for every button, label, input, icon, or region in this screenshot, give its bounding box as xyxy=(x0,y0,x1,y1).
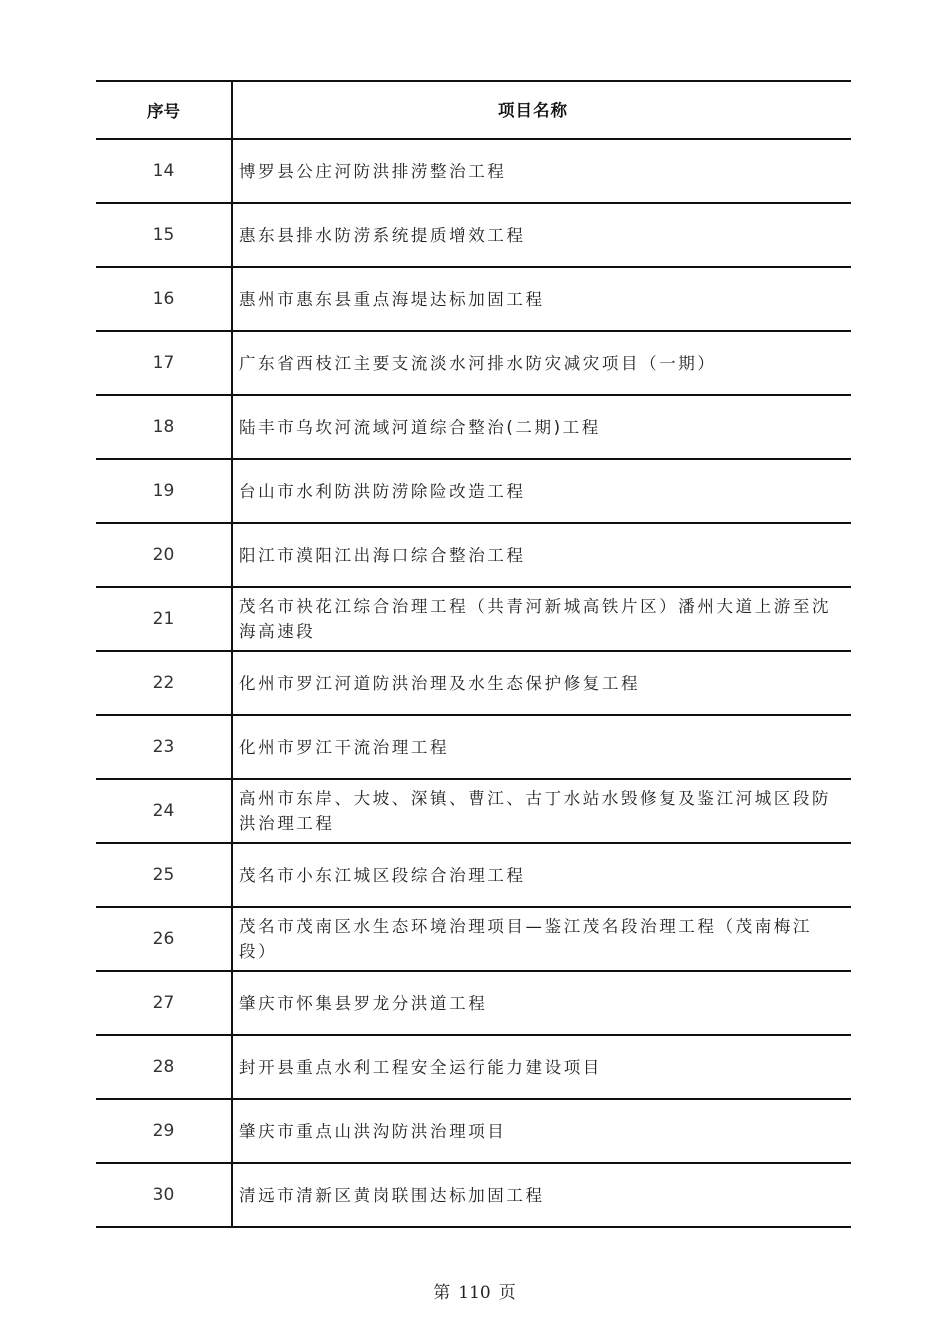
header-project-name: 项目名称 xyxy=(498,100,568,120)
table-body xyxy=(96,140,851,1228)
table-row xyxy=(96,524,851,588)
row-project-name: 肇庆市重点山洪沟防洪治理项目 xyxy=(239,1121,507,1141)
row-project-name: 化州市罗江河道防洪治理及水生态保护修复工程 xyxy=(239,673,641,693)
page-footer xyxy=(0,1278,949,1303)
table-row xyxy=(96,1036,851,1100)
row-project-name: 陆丰市乌坎河流域河道综合整治(二期)工程 xyxy=(239,417,601,437)
row-serial-number: 14 xyxy=(96,140,233,202)
row-serial-number: 17 xyxy=(96,332,233,394)
row-serial-number: 16 xyxy=(96,268,233,330)
row-serial-number: 30 xyxy=(96,1164,233,1226)
page-prefix: 第 xyxy=(433,1283,451,1303)
row-serial-number: 15 xyxy=(96,204,233,266)
table-header-row xyxy=(96,82,851,140)
table-row xyxy=(96,780,851,844)
table-row xyxy=(96,716,851,780)
row-project-name: 广东省西枝江主要支流淡水河排水防灾减灾项目（一期） xyxy=(239,353,717,373)
table-row xyxy=(96,908,851,972)
project-table xyxy=(96,80,851,1228)
row-project-name: 茂名市袂花江综合治理工程（共青河新城高铁片区）潘州大道上游至沈海高速段 xyxy=(239,597,832,641)
row-project-name: 茂名市茂南区水生态环境治理项目—鉴江茂名段治理工程（茂南梅江段） xyxy=(239,917,812,961)
row-project-name: 惠州市惠东县重点海堤达标加固工程 xyxy=(239,289,545,309)
row-project-name: 阳江市漠阳江出海口综合整治工程 xyxy=(239,545,526,565)
table-row xyxy=(96,844,851,908)
row-project-name: 台山市水利防洪防涝除险改造工程 xyxy=(239,481,526,501)
header-serial-number: 序号 xyxy=(96,82,233,138)
table-row xyxy=(96,268,851,332)
row-serial-number: 23 xyxy=(96,716,233,778)
table-row xyxy=(96,652,851,716)
table-row xyxy=(96,332,851,396)
row-project-name: 茂名市小东江城区段综合治理工程 xyxy=(239,865,526,885)
row-serial-number: 19 xyxy=(96,460,233,522)
row-project-name: 封开县重点水利工程安全运行能力建设项目 xyxy=(239,1057,602,1077)
row-serial-number: 18 xyxy=(96,396,233,458)
table-row xyxy=(96,972,851,1036)
row-serial-number: 29 xyxy=(96,1100,233,1162)
row-project-name: 肇庆市怀集县罗龙分洪道工程 xyxy=(239,993,488,1013)
page-number: 110 xyxy=(458,1283,491,1303)
row-serial-number: 21 xyxy=(96,588,233,650)
row-serial-number: 20 xyxy=(96,524,233,586)
row-project-name: 化州市罗江干流治理工程 xyxy=(239,737,450,757)
row-project-name: 博罗县公庄河防洪排涝整治工程 xyxy=(239,161,507,181)
row-project-name: 清远市清新区黄岗联围达标加固工程 xyxy=(239,1185,545,1205)
row-serial-number: 28 xyxy=(96,1036,233,1098)
row-serial-number: 26 xyxy=(96,908,233,970)
row-serial-number: 25 xyxy=(96,844,233,906)
table-row xyxy=(96,204,851,268)
table-row xyxy=(96,588,851,652)
table-row xyxy=(96,1164,851,1228)
row-serial-number: 24 xyxy=(96,780,233,842)
row-serial-number: 27 xyxy=(96,972,233,1034)
table-row xyxy=(96,396,851,460)
table-row xyxy=(96,1100,851,1164)
page-suffix: 页 xyxy=(498,1283,516,1303)
table-row xyxy=(96,140,851,204)
row-serial-number: 22 xyxy=(96,652,233,714)
row-project-name: 高州市东岸、大坡、深镇、曹江、古丁水站水毁修复及鉴江河城区段防洪治理工程 xyxy=(239,789,832,833)
table-row xyxy=(96,460,851,524)
row-project-name: 惠东县排水防涝系统提质增效工程 xyxy=(239,225,526,245)
